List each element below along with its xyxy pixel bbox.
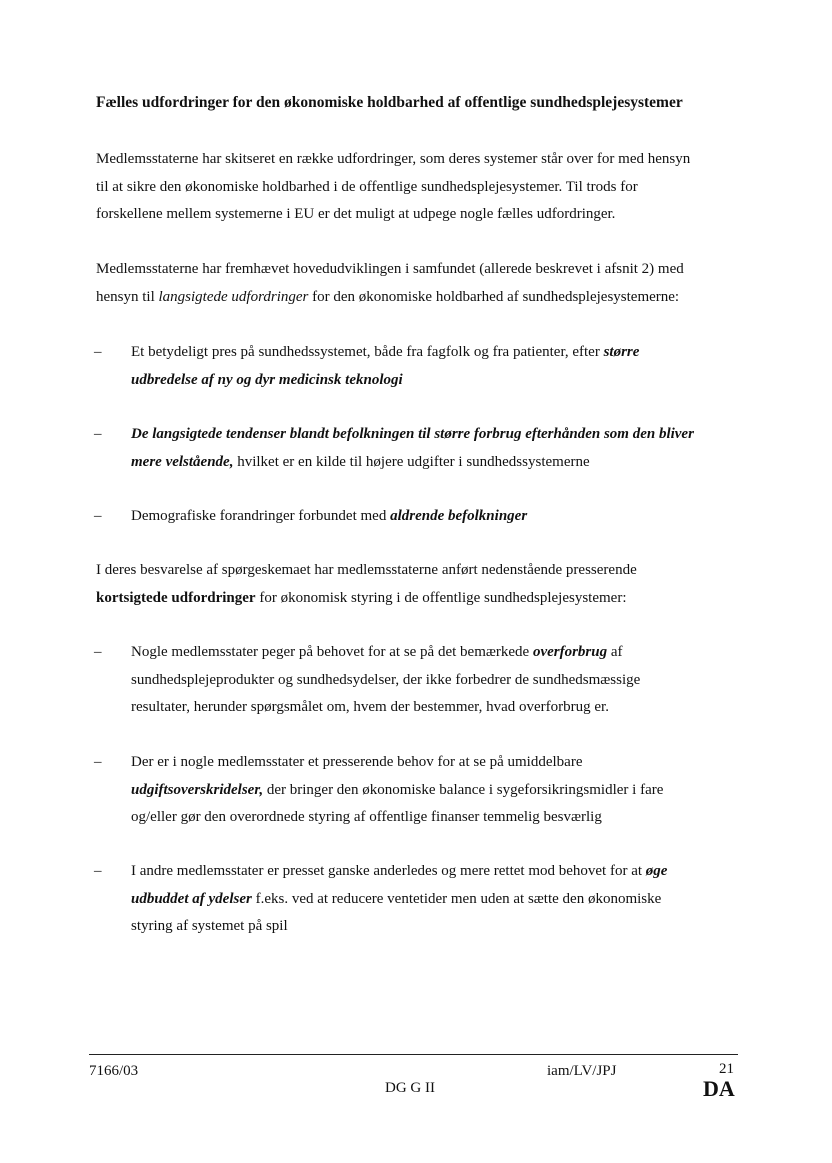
emphasis-text: De langsigtede tendenser blandt befolkningen til større forbrug efterhånden som den bliver	[131, 426, 694, 442]
emphasis-text: langsigtede udfordringer	[158, 288, 309, 305]
text-run: Et betydeligt pres på sundhedssystemet, både fra fagfolk og fra patienter, efter	[131, 344, 604, 360]
emphasis-text: mere velstående,	[131, 453, 234, 470]
dash-bullet: –	[94, 508, 102, 524]
text-run: for den økonomiske holdbarhed af sundhedsplejesystemerne:	[308, 288, 680, 305]
footer-page-number: 21	[719, 1061, 734, 1077]
list-line: og/eller gør den overordnede styring af offentlige finanser temmelig besværlig	[131, 809, 602, 825]
paragraph-line: I deres besvarelse af spørgeskemaet har medlemsstaterne anført nedenstående presserende	[96, 562, 637, 578]
list-item-text	[131, 503, 751, 531]
text-run: Der er i nogle medlemsstater et presserende behov for at se på umiddelbare	[131, 754, 583, 770]
dash-bullet: –	[94, 426, 102, 442]
emphasis-text: udbuddet af ydelser	[131, 890, 252, 907]
text-run: Demografiske forandringer forbundet med	[131, 508, 391, 524]
list-line	[131, 639, 751, 667]
paragraph-short-term	[96, 557, 746, 612]
paragraph-line	[96, 284, 746, 312]
text-run: f.eks. ved at reducere ventetider men uden at sætte den økonomiske	[251, 890, 662, 907]
list-line	[131, 667, 751, 695]
paragraph-line: til at sikre den økonomiske holdbarhed i de offentlige sundhedsplejesystemer. Til trods for	[96, 178, 638, 195]
list-line	[131, 367, 751, 395]
emphasis-text: udgiftsoverskridelser,	[131, 781, 264, 798]
dash-bullet: –	[94, 863, 102, 879]
list-item-text	[131, 749, 751, 832]
text-run: Nogle medlemsstater peger på behovet for at se på det bemærkede	[131, 644, 533, 660]
footer-language-code: DA	[703, 1076, 735, 1101]
text-run: hensyn til	[96, 288, 159, 305]
list-line: styring af systemet på spil	[131, 918, 288, 934]
list-item-text	[131, 421, 751, 476]
section-heading: Fælles udfordringer for den økonomiske holdbarhed af offentlige sundhedsplejesystemer	[96, 94, 683, 111]
paragraph-line: Medlemsstaterne har skitseret en række udfordringer, som deres systemer står over for med hensyn	[96, 151, 691, 167]
emphasis-text: udbredelse af ny og dyr medicinsk teknologi	[131, 371, 403, 388]
list-line	[131, 503, 751, 531]
emphasis-text: større	[603, 344, 640, 360]
emphasis-text: overforbrug	[532, 644, 608, 660]
list-line	[131, 421, 751, 449]
list-line	[131, 886, 751, 914]
paragraph-line: forskellene mellem systemerne i EU er det muligt at udpege nogle fælles udfordringer.	[96, 206, 616, 222]
paragraph-intro	[96, 146, 746, 229]
list-item-text	[131, 339, 751, 394]
text-run: hvilket er en kilde til højere udgifter i sundhedssystemerne	[233, 453, 590, 470]
footer-reference: iam/LV/JPJ	[547, 1063, 617, 1079]
text-run: sundhedsplejeprodukter og sundhedsydelser, der ikke forbedrer de sundhedsmæssige	[131, 671, 641, 688]
bold-text: kortsigtede udfordringer	[96, 589, 256, 606]
list-line	[131, 339, 751, 367]
dash-bullet: –	[94, 644, 102, 660]
list-item-text	[131, 639, 751, 722]
list-line	[131, 858, 751, 886]
emphasis-text: øge	[645, 863, 668, 879]
dash-bullet: –	[94, 754, 102, 770]
list-line: resultater, herunder spørgsmålet om, hvem der bestemmer, hvad overforbrug er.	[131, 699, 609, 715]
text-run: I andre medlemsstater er presset ganske anderledes og mere rettet mod behovet for at	[131, 863, 646, 879]
footer-divider	[89, 1054, 738, 1055]
list-line	[131, 749, 751, 777]
list-line	[131, 449, 751, 477]
list-item-text	[131, 858, 751, 941]
list-line	[131, 777, 751, 805]
paragraph-line	[96, 585, 746, 613]
paragraph-long-term	[96, 256, 746, 311]
paragraph-line: Medlemsstaterne har fremhævet hovedudviklingen i samfundet (allerede beskrevet i afsnit 2) med	[96, 261, 684, 277]
footer-department: DG G II	[385, 1080, 435, 1096]
text-run: der bringer den økonomiske balance i sygeforsikringsmidler i fare	[263, 781, 664, 798]
text-run: for økonomisk styring i de offentlige sundhedsplejesystemer:	[255, 589, 627, 606]
dash-bullet: –	[94, 344, 102, 360]
footer-doc-number: 7166/03	[89, 1063, 139, 1079]
text-run: af	[607, 644, 623, 660]
emphasis-text: aldrende befolkninger	[390, 508, 528, 524]
